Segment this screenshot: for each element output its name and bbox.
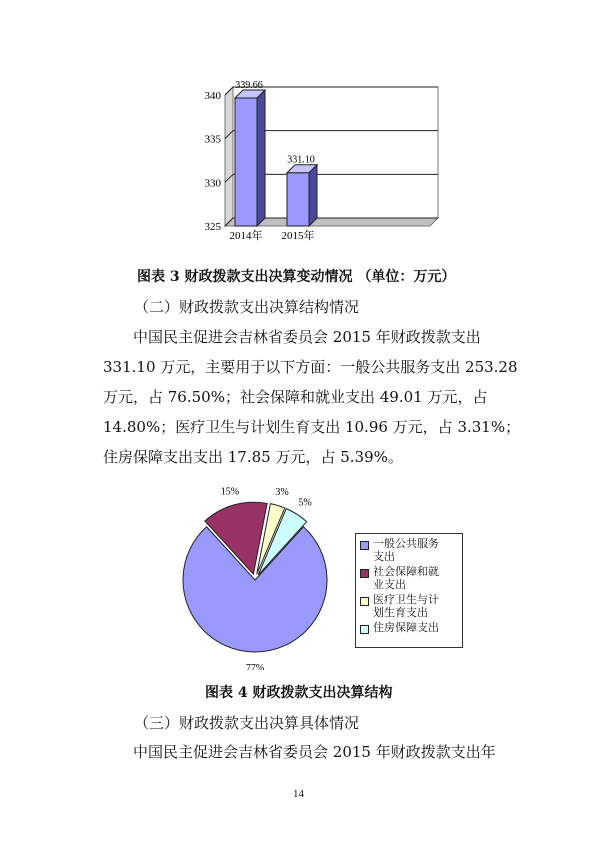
- y-tick-label: 340: [204, 90, 221, 102]
- pie-percent-label: 3%: [275, 487, 289, 499]
- bar-data-label: 331.10: [287, 154, 315, 166]
- bar-side: [257, 90, 265, 226]
- bar-data-label: 339.66: [235, 80, 263, 91]
- y-tick-label: 335: [204, 133, 221, 146]
- page-number: 14: [293, 788, 304, 800]
- legend-item: [360, 538, 460, 564]
- x-tick-label: 2014年: [229, 230, 263, 242]
- legend-label: 一般公共服务 支出: [373, 538, 439, 563]
- paragraph-line: 中国民主促进会吉林省委员会 2015 年财政拨款支出: [133, 328, 481, 346]
- pie-legend: [355, 533, 463, 648]
- legend-item: [360, 622, 460, 635]
- section-3-heading: （三）财政拨款支出决算具体情况: [134, 714, 360, 732]
- bar: [235, 98, 257, 226]
- legend-swatch: [360, 625, 369, 634]
- figure-3-caption: 图表 3 财政拨款支出决算变动情况 （单位：万元）: [137, 269, 456, 285]
- paragraph-line: 万元，占 76.50%；社会保障和就业支出 49.01 万元，占: [103, 388, 488, 406]
- bar-chart: [180, 80, 450, 245]
- legend-item: [360, 594, 460, 620]
- pie-percent-label: 15%: [220, 486, 240, 498]
- paragraph-line: 住房保障支出支出 17.85 万元，占 5.39%。: [103, 448, 403, 466]
- legend-swatch: [360, 597, 369, 606]
- figure-4-caption: 图表 4 财政拨款支出决算结构: [205, 685, 393, 701]
- legend-swatch: [360, 541, 369, 550]
- bar: [287, 173, 309, 226]
- legend-label: 医疗卫生与计 划生育支出: [373, 594, 439, 619]
- section-2-heading: （二）财政拨款支出决算结构情况: [134, 298, 360, 316]
- section-2-paragraph: [103, 322, 520, 472]
- legend-label: 住房保障支出: [373, 622, 439, 634]
- x-tick-label: 2015年: [281, 230, 315, 242]
- section-3-paragraph: [133, 737, 496, 767]
- pie-percent-label: 5%: [298, 497, 312, 509]
- paragraph-line: 中国民主促进会吉林省委员会 2015 年财政拨款支出年: [133, 743, 496, 761]
- pie-percent-label: 77%: [245, 663, 265, 670]
- paragraph-line: 331.10 万元，主要用于以下方面：一般公共服务支出 253.28: [103, 358, 518, 376]
- legend-item: [360, 566, 460, 592]
- y-tick-label: 325: [204, 221, 221, 233]
- paragraph-line: 14.80%；医疗卫生与计划生育支出 10.96 万元，占 3.31%；: [103, 418, 521, 436]
- legend-swatch: [360, 569, 369, 578]
- plot-side-wall: [225, 87, 233, 226]
- y-tick-label: 330: [204, 177, 221, 190]
- bar-side: [309, 165, 317, 226]
- legend-label: 社会保障和就 业支出: [373, 566, 439, 591]
